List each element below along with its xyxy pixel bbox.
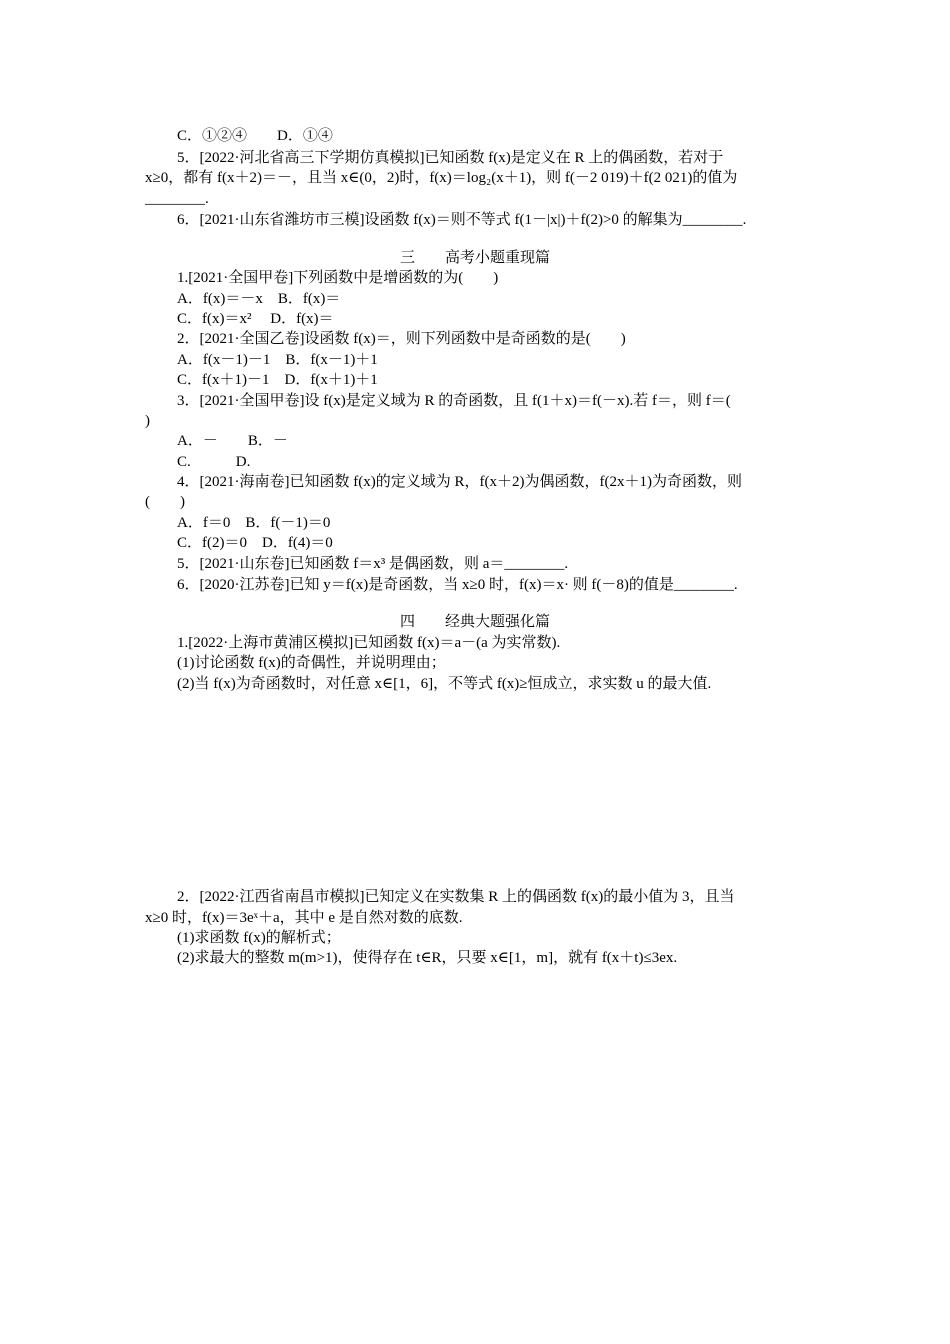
text-line: x≥0，都有 f(x＋2)＝－，且当 x∈(0，2)时，f(x)＝log₂(x＋1)，则 f(－2 019)＋f(2 021)的值为 [145, 170, 738, 186]
text-line: ________. [145, 191, 209, 207]
text-line: A．f＝0 B．f(－1)＝0 [177, 515, 331, 531]
text-line: ( ) [145, 494, 185, 510]
text-line: 1.[2021·全国甲卷]下列函数中是增函数的为( ) [177, 270, 499, 286]
text-line: 1.[2022·上海市黄浦区模拟]已知函数 f(x)＝a－(a 为实常数). [177, 635, 561, 651]
text-line: 4．[2021·海南卷]已知函数 f(x)的定义域为 R，f(x＋2)为偶函数，f(2x＋1)为奇函数，则 [177, 474, 742, 490]
text-line: C．f(x)＝x² D．f(x)＝ [177, 311, 334, 327]
text-line: C．f(2)＝0 D．f(4)＝0 [177, 535, 333, 551]
text-line: C．①②④ D．①④ [177, 128, 333, 144]
text-line: (1)讨论函数 f(x)的奇偶性，并说明理由； [177, 655, 446, 671]
text-line: A．－ B．－ [177, 433, 288, 449]
text-line: (1)求函数 f(x)的解析式； [177, 930, 341, 946]
text-line: 2．[2021·全国乙卷]设函数 f(x)＝，则下列函数中是奇函数的是( ) [177, 331, 626, 347]
text-line: 2．[2022·江西省南昌市模拟]已知定义在实数集 R 上的偶函数 f(x)的最小值为 3，且当 [177, 889, 735, 905]
text-line: 6．[2021·山东省潍坊市三模]设函数 f(x)＝则不等式 f(1－|x|)＋f(2)>0 的解集为________. [177, 212, 747, 228]
text-line: C．f(x＋1)－1 D．f(x＋1)＋1 [177, 372, 378, 388]
text-line: 5．[2022·河北省高三下学期仿真模拟]已知函数 f(x)是定义在 R 上的偶函数，若对于 [177, 150, 724, 166]
text-line: (2)求最大的整数 m(m>1)，使得存在 t∈R，只要 x∈[1，m]，就有 f(x＋t)≤3ex. [177, 950, 678, 966]
section-heading: 四 经典大题强化篇 [399, 614, 550, 630]
text-line: x≥0 时，f(x)＝3eˣ＋a，其中 e 是自然对数的底数. [145, 910, 463, 926]
text-line: 6．[2020·江苏卷]已知 y＝f(x)是奇函数，当 x≥0 时，f(x)＝x· 则 f(－8)的值是________. [177, 577, 738, 593]
text-line: A．f(x)＝－x B．f(x)＝ [177, 291, 341, 307]
text-line: 3．[2021·全国甲卷]设 f(x)是定义域为 R 的奇函数，且 f(1＋x)＝f(－x).若 f＝，则 f＝( [177, 393, 731, 409]
text-line: 5．[2021·山东卷]已知函数 f＝x³ 是偶函数，则 a＝________. [177, 556, 569, 572]
section-heading: 三 高考小题重现篇 [399, 250, 550, 266]
text-line: ) [145, 413, 150, 429]
text-line: A．f(x－1)－1 B．f(x－1)＋1 [177, 352, 378, 368]
text-line: C. D. [177, 454, 251, 470]
text-line: (2)当 f(x)为奇函数时，对任意 x∈[1，6]，不等式 f(x)≥恒成立，求实数 u 的最大值. [177, 676, 712, 692]
